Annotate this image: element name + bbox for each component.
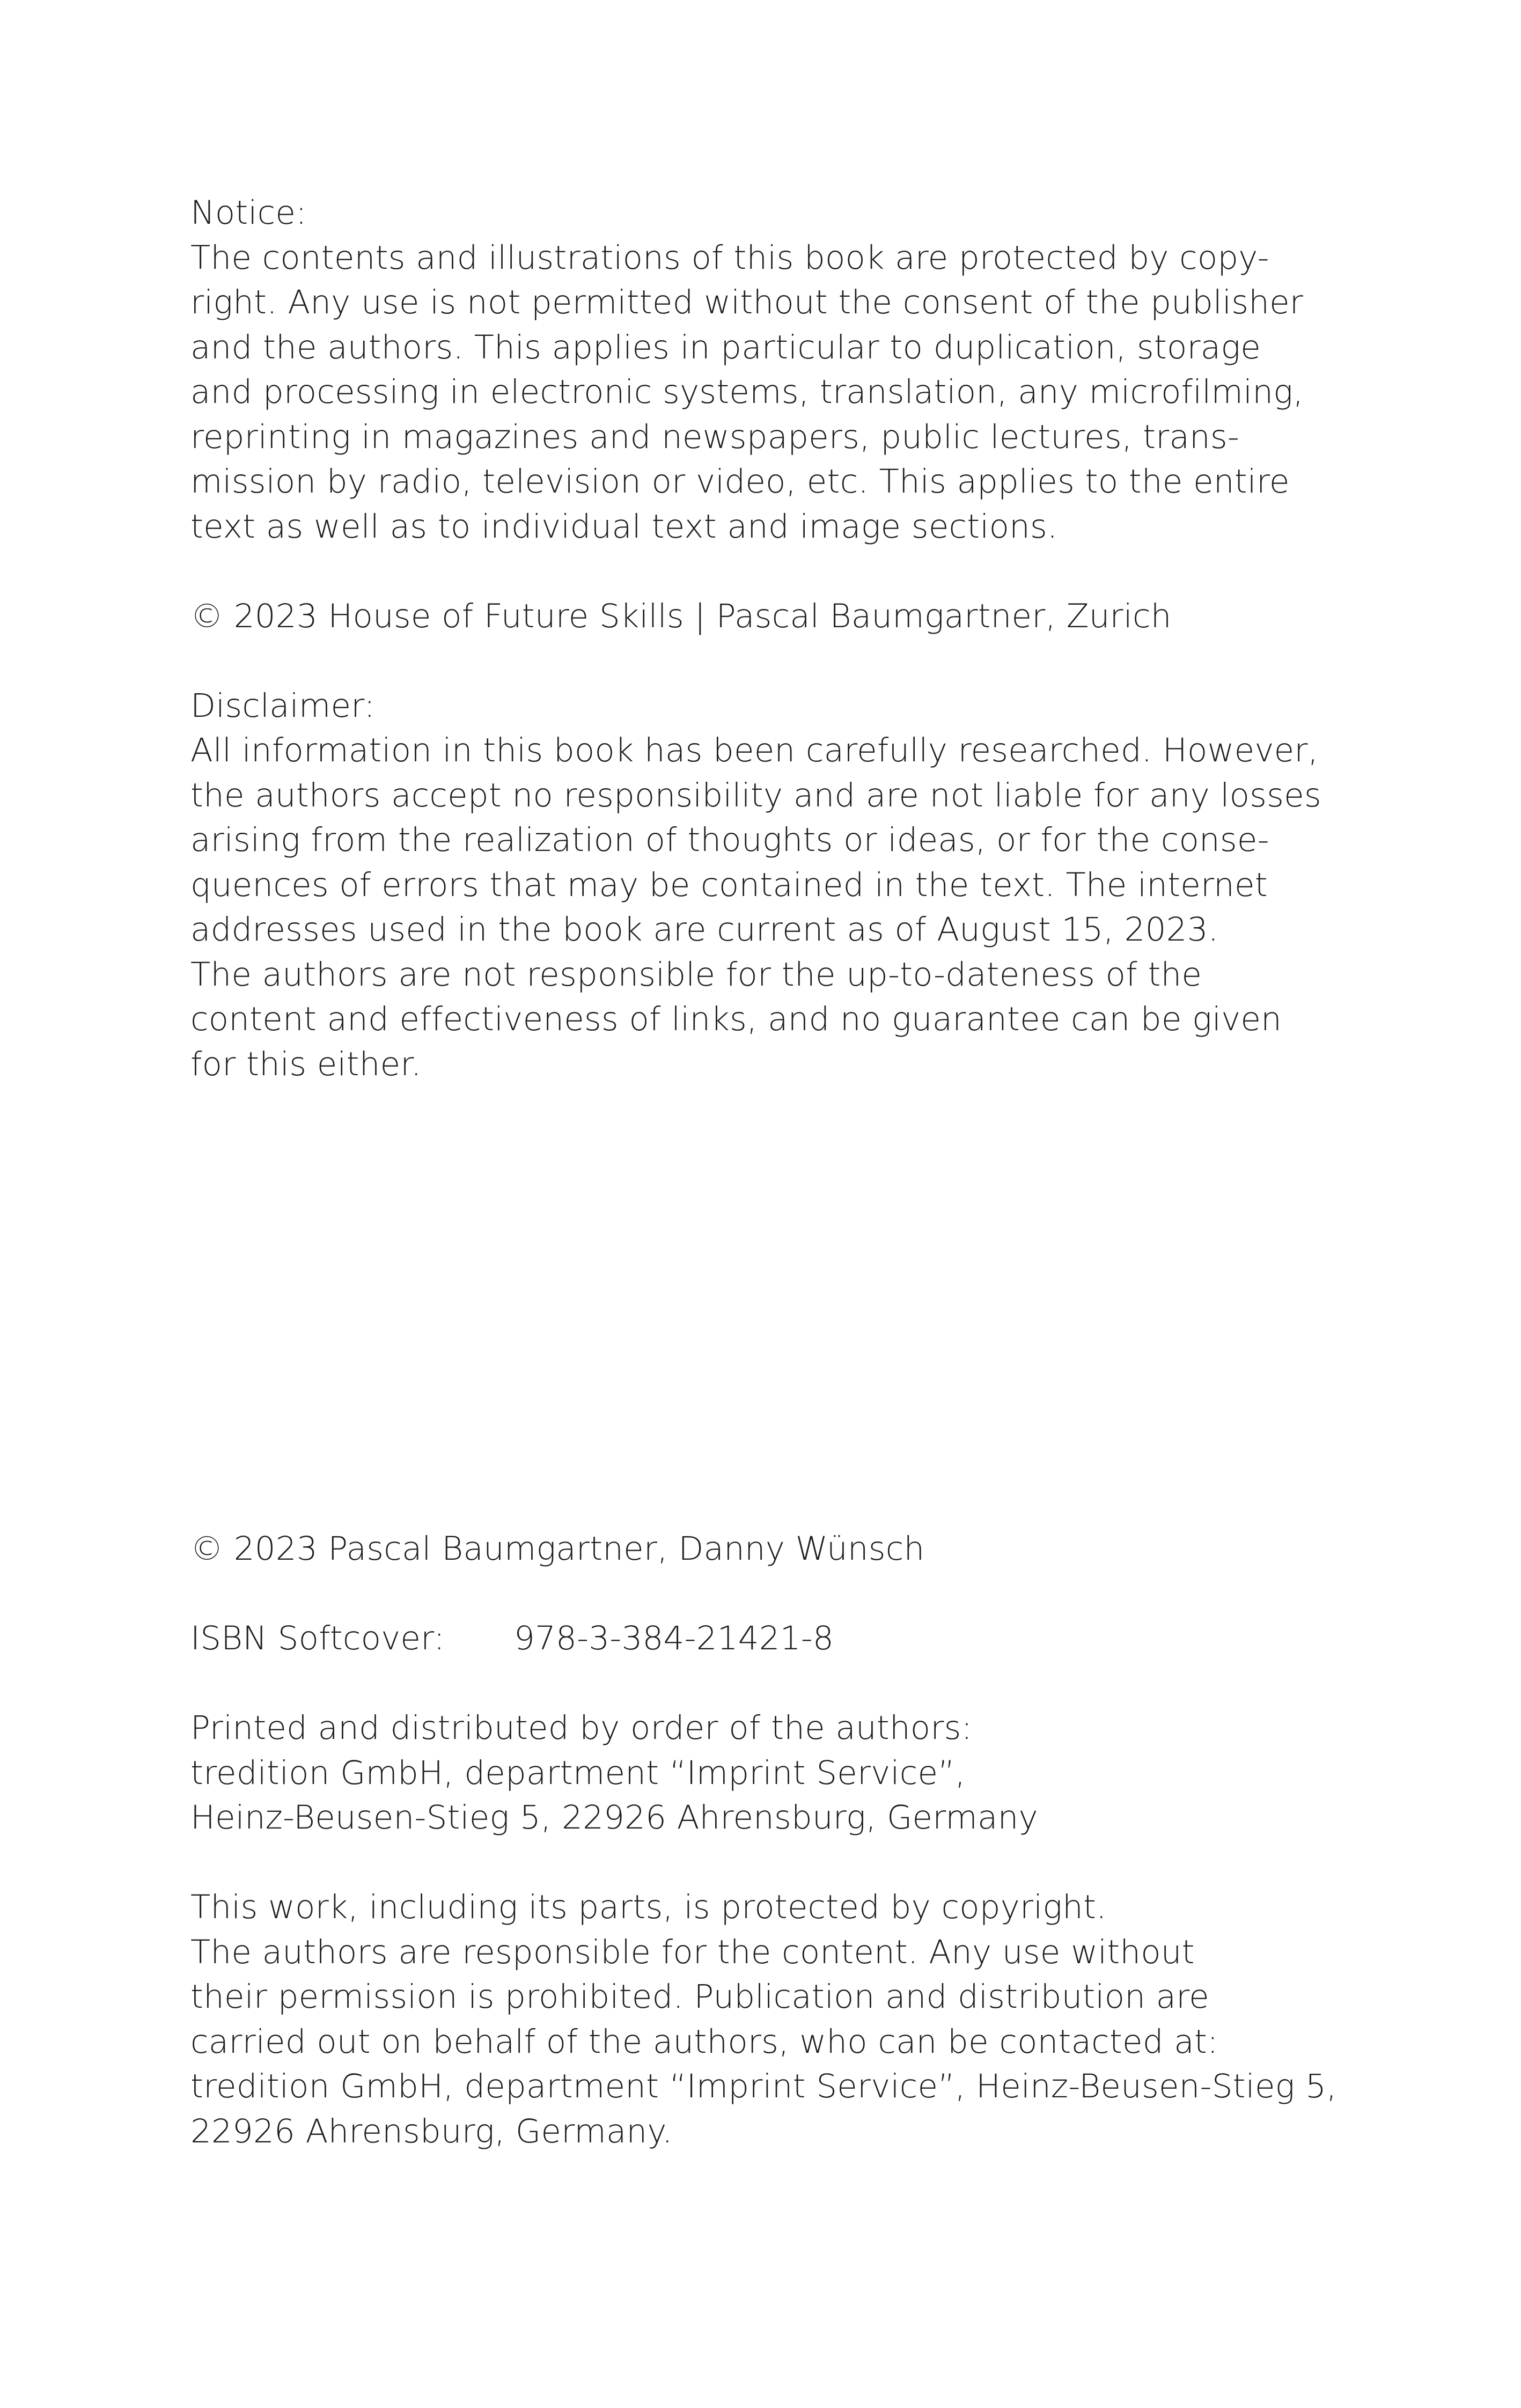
notice-line: reprinting in magazines and newspapers, public lectures, trans- — [190, 417, 1240, 456]
disclaimer-line: The authors are not responsible for the up-to-dateness of the — [190, 955, 1202, 994]
disclaimer-line: the authors accept no responsibility and are not liable for any losses — [190, 776, 1321, 814]
disclaimer-line: addresses used in the book are current as of August 15, 2023. — [190, 911, 1219, 949]
protection-line: This work, including its parts, is protected by copyright. — [190, 1888, 1107, 1926]
notice-line: text as well as to individual text and image sections. — [190, 507, 1058, 546]
disclaimer-line: All information in this book has been carefully researched. However, — [190, 731, 1319, 769]
isbn-label: ISBN Softcover: — [190, 1619, 445, 1657]
printed-line: Heinz-Beusen-Stieg 5, 22926 Ahrensburg, Germany — [190, 1798, 1038, 1837]
imprint-section — [190, 1526, 1398, 2154]
isbn-value: 978-3-384-21421-8 — [514, 1619, 834, 1657]
disclaimer-line: arising from the realization of thoughts or ideas, or for the conse- — [190, 821, 1269, 859]
protection-line: 22926 Ahrensburg, Germany. — [190, 2112, 673, 2150]
notice-line: and the authors. This applies in particular to duplication, storage — [190, 328, 1261, 366]
notice-section — [190, 190, 1398, 1086]
disclaimer-line: content and effectiveness of links, and no guarantee can be given — [190, 1000, 1282, 1038]
protection-line: their permission is prohibited. Publication and distribution are — [190, 1978, 1209, 2016]
protection-line: The authors are responsible for the content. Any use without — [190, 1933, 1195, 1971]
notice-line: The contents and illustrations of this book are protected by copy- — [190, 238, 1269, 277]
notice-line: and processing in electronic systems, translation, any microfilming, — [190, 373, 1304, 411]
protection-line: carried out on behalf of the authors, who can be contacted at: — [190, 2022, 1218, 2061]
copyright-authors-line: © 2023 Pascal Baumgartner, Danny Wünsch — [190, 1530, 925, 1568]
copyright-house-line: © 2023 House of Future Skills | Pascal Baumgartner, Zurich — [190, 597, 1172, 635]
printed-line: tredition GmbH, department “Imprint Service”, — [190, 1753, 966, 1792]
disclaimer-line: for this either. — [190, 1045, 422, 1083]
printed-line: Printed and distributed by order of the authors: — [190, 1709, 973, 1747]
isbn-row — [190, 1616, 1398, 1661]
disclaimer-line: quences of errors that may be contained in the text. The internet — [190, 865, 1268, 904]
notice-heading: Notice: — [190, 194, 307, 232]
notice-line: mission by radio, television or video, etc. This applies to the entire — [190, 462, 1290, 501]
notice-line: right. Any use is not permitted without the consent of the publisher — [190, 283, 1304, 321]
disclaimer-heading: Disclaimer: — [190, 686, 376, 725]
protection-line: tredition GmbH, department “Imprint Service”, Heinz-Beusen-Stieg 5, — [190, 2067, 1337, 2105]
